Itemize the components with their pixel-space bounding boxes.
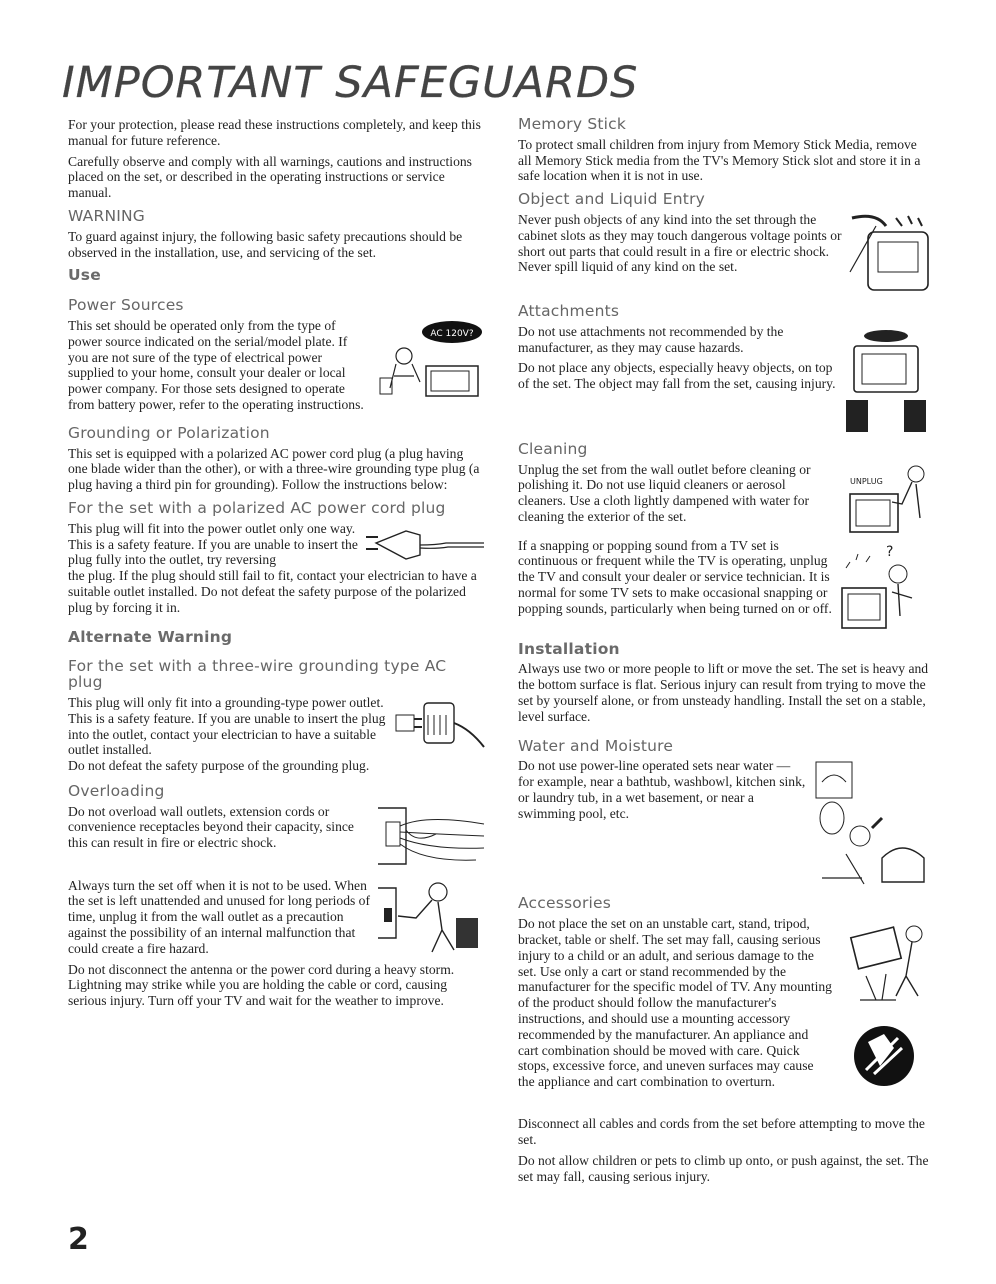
- liquid-spill-tv-icon: [846, 212, 932, 296]
- page-title: IMPORTANT SAFEGUARDS: [62, 58, 639, 108]
- cleaning-section: [518, 462, 932, 538]
- intro-paragraph-2: Carefully observe and comply with all warnings, cautions and instructions placed on the set, or described in the operating instructions or service manual.: [68, 153, 472, 201]
- person-tv-illustration-icon: [374, 318, 486, 398]
- always-turn-off-paragraph: Always turn the set off when it is not to be used. When the set is left unattended and unused for long periods of time, unplug it from the wall outlet as a precaution against the possibility of an internal malfunction that could create a fire hazard.: [68, 877, 371, 956]
- right-column: [518, 117, 932, 1189]
- three-wire-paragraph-1: This plug will only fit into a grounding-type power outlet. This is a safety feature. If you are unable to insert the plug into the outlet, contact your electrician to have a suitable outlet installed.: [68, 694, 386, 758]
- polarized-heading: For the set with a polarized AC power cord plug: [68, 498, 446, 517]
- left-column: [68, 117, 486, 1014]
- use-heading: Use: [68, 266, 101, 285]
- polarized-paragraph-2: the plug. If the plug should still fail to fit, contact your electrician to have a suitable outlet installed. Do not defeat the safety purpose of the polarized plug by forcing it in.: [68, 568, 477, 615]
- power-sources-illustration: [374, 318, 486, 398]
- power-sources-section: [68, 318, 486, 418]
- cleaning-paragraph-2: If a snapping or popping sound from a TV set is continuous or frequent while the TV is operating, unplug the TV and consult your dealer or service technician. It is normal for some TV sets to make occasional snapping or popping sounds, particularly when being turned on or off.: [518, 537, 832, 616]
- power-sources-paragraph: This set should be operated only from the type of power source indicated on the serial/model plate. If you are not sure of the type of electrical power supplied to your home, consult your dealer or local power company. For those sets designed to operate from battery power, refer to the operating instructions.: [68, 317, 364, 412]
- three-wire-section: [68, 695, 486, 758]
- object-liquid-paragraph: Never push objects of any kind into the set through the cabinet slots as they may touch dangerous voltage points or short out parts that could result in a fire or electric shock. Never spill liquid of any kind on the set.: [518, 211, 842, 275]
- memory-stick-paragraph: To protect small children from injury from Memory Stick Media, remove all Memory Stick media from the TV's Memory Stick slot and store it in a safe location when it is not in use.: [518, 136, 921, 184]
- polarized-plug-illustration: [366, 521, 486, 567]
- bathtub-hazard-icon: [812, 758, 932, 886]
- overloading-heading: Overloading: [68, 781, 165, 800]
- accessories-section: [518, 916, 932, 1116]
- grounding-heading: Grounding or Polarization: [68, 423, 270, 442]
- page-number: 2: [68, 1222, 89, 1257]
- warning-paragraph: To guard against injury, the following basic safety precautions should be observed in the installation, use, and servicing of the set.: [68, 228, 463, 260]
- unplug-label: UNPLUG: [850, 476, 883, 486]
- water-moisture-section: [518, 758, 932, 886]
- polarized-paragraph-1: This plug will fit into the power outlet only one way. This is a safety feature. If you are unable to insert the plug fully into the outlet, try reversing: [68, 520, 358, 568]
- object-liquid-illustration: [846, 212, 932, 296]
- accessories-illustration: [836, 916, 932, 1116]
- water-moisture-paragraph: Do not use power-line operated sets near water — for example, near a bathtub, washbowl, kitchen sink, or laundry tub, in a wet basement, or near a swimming pool, etc.: [518, 758, 806, 821]
- overloading-section: [68, 804, 486, 868]
- cleaning-tv-icon: [836, 462, 932, 538]
- three-wire-plug-icon: [390, 695, 486, 755]
- attachments-illustration: [840, 324, 932, 434]
- always-turn-off-section: [68, 878, 486, 962]
- unplug-illustration: [376, 878, 486, 954]
- power-bubble-text: AC 120V?: [430, 328, 474, 339]
- attachments-paragraph-2: Do not place any objects, especially heavy objects, on top of the set. The object may fall from the set, causing injury.: [518, 360, 836, 392]
- snapping-section: [518, 538, 932, 634]
- disconnect-paragraph: Disconnect all cables and cords from the set before attempting to move the set.: [518, 1116, 925, 1147]
- attachments-paragraph-1: Do not use attachments not recommended by the manufacturer, as they may cause hazards.: [518, 323, 784, 355]
- memory-stick-heading: Memory Stick: [518, 115, 627, 133]
- warning-heading: WARNING: [68, 206, 146, 225]
- cleaning-paragraph-1: Unplug the set from the wall outlet before cleaning or polishing it. Do not use liquid cleaners or aerosol cleaners. Use a cloth lightly dampened with water for cleaning the exterior of the set.: [518, 461, 811, 524]
- object-liquid-section: [518, 212, 932, 296]
- installation-paragraph: Always use two or more people to lift or move the set. The set is heavy and the bottom surface is flat. Serious injury can result from trying to move the set by yourself alone, or from unsteady handling. Install the set on a stable, level surface.: [518, 661, 929, 724]
- storm-paragraph: Do not disconnect the antenna or the power cord during a heavy storm. Lightning may strike while you are holding the cable or cord, causing serious injury. Turn off your TV and wait for the weather to improve.: [68, 961, 455, 1009]
- alternate-warning-heading: Alternate Warning: [68, 627, 233, 646]
- intro-paragraph-1: For your protection, please read these instructions completely, and keep this manual for future reference.: [68, 117, 481, 148]
- overloaded-outlet-icon: [376, 804, 486, 868]
- tv-speakers-icon: [840, 324, 932, 434]
- polarized-plug-icon: [366, 521, 486, 567]
- three-wire-paragraph-2: Do not defeat the safety purpose of the grounding plug.: [68, 758, 370, 774]
- three-wire-heading: For the set with a three-wire grounding type AC plug: [68, 657, 447, 692]
- three-wire-plug-illustration: [390, 695, 486, 755]
- installation-heading: Installation: [518, 639, 620, 658]
- cleaning-heading: Cleaning: [518, 439, 588, 458]
- accessories-paragraph: Do not place the set on an unstable cart, stand, tripod, bracket, table or shelf. The set may fall, causing serious injury to a child or an adult, and serious damage to the set. Use only a cart or stand recommended by the manufacturer for the specific model of TV. Any mounting of the product should follow the manufacturer's instructions, and should use a mounting accessory recommended by the manufacturer. An appliance and cart combination should be moved with care. Quick stops, excessive force, and uneven surfaces may cause the appliance and cart combination to overturn.: [518, 916, 832, 1090]
- object-liquid-heading: Object and Liquid Entry: [518, 190, 706, 209]
- overloading-paragraph: Do not overload wall outlets, extension cords or convenience receptacles beyond their capacity, since this can result in fire or electric shock.: [68, 803, 354, 851]
- overloading-illustration: [376, 804, 486, 868]
- children-paragraph: Do not allow children or pets to climb up onto, or push against, the set. The set may fall, causing serious injury.: [518, 1152, 929, 1184]
- attachments-section: [518, 324, 932, 434]
- cleaning-illustration: [836, 462, 932, 538]
- svg-text:?: ?: [886, 543, 894, 560]
- power-sources-heading: Power Sources: [68, 296, 184, 315]
- person-unplugging-icon: [376, 878, 486, 954]
- water-moisture-heading: Water and Moisture: [518, 736, 674, 755]
- polarized-section: [68, 521, 486, 568]
- popping-tv-icon: [836, 538, 932, 634]
- accessories-heading: Accessories: [518, 894, 612, 913]
- grounding-paragraph: This set is equipped with a polarized AC power cord plug (a plug having one blade wider than the other), or with a three-wire grounding type plug (a plug having a third pin for grounding). Follow the instructions below:: [68, 445, 480, 493]
- falling-tv-cart-icon: [836, 916, 932, 1116]
- attachments-heading: Attachments: [518, 301, 620, 320]
- water-moisture-illustration: [812, 758, 932, 886]
- snapping-illustration: [836, 538, 932, 634]
